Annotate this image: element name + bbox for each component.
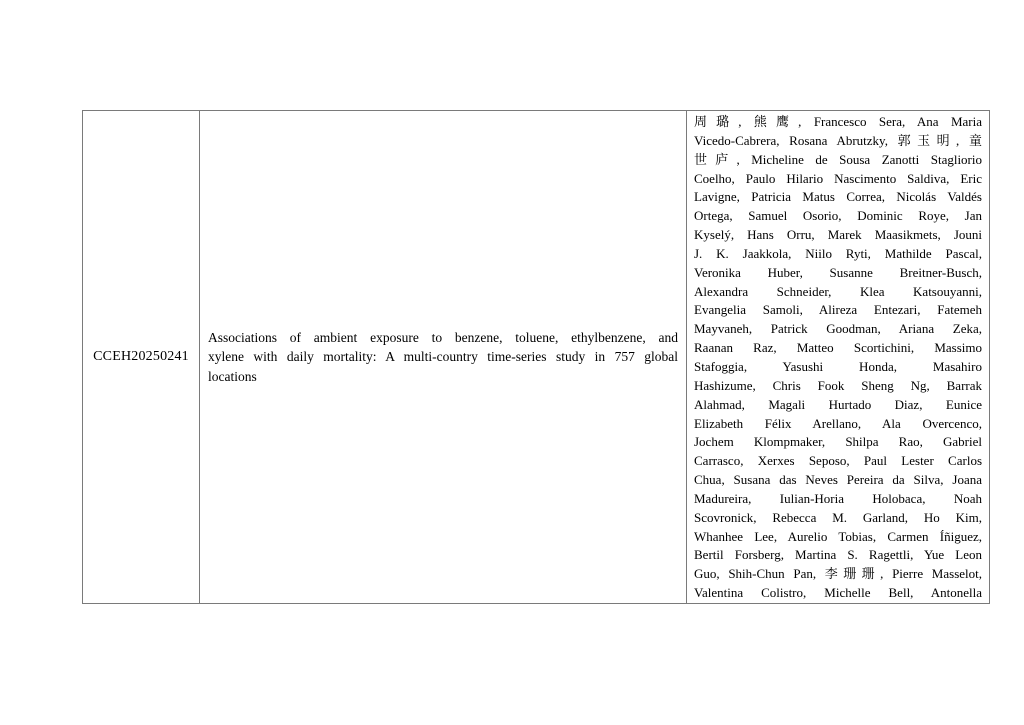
text-line: Stafoggia, Yasushi Honda, Masahiro: [694, 358, 982, 374]
text-line: Hashizume, Chris Fook Sheng Ng, Barrak: [694, 377, 982, 393]
text-line: Madureira, Iulian-Horia Holobaca, Noah: [694, 490, 982, 506]
text-line: Vicedo-Cabrera, Rosana Abrutzky, 郭玉明, 童: [694, 132, 982, 148]
publication-title: [208, 328, 678, 386]
cell-publication-title: [200, 111, 687, 603]
text-line: 世庐, Micheline de Sousa Zanotti Stagliorio: [694, 151, 982, 167]
publication-author-list: [694, 113, 982, 603]
text-line: Alahmad, Magali Hurtado Diaz, Eunice: [694, 396, 982, 412]
text-line: Raanan Raz, Matteo Scortichini, Massimo: [694, 340, 982, 356]
text-line: Alexandra Schneider, Klea Katsouyanni,: [694, 283, 982, 299]
text-line: Guo, Shih-Chun Pan, 李珊珊, Pierre Masselot,: [694, 566, 982, 582]
text-line: Ortega, Samuel Osorio, Dominic Roye, Jan: [694, 208, 982, 224]
text-line: Chua, Susana das Neves Pereira da Silva, Joana: [694, 472, 982, 488]
text-line: xylene with daily mortality: A multi-country time-series study in 757 global: [208, 349, 678, 365]
text-line: Bertil Forsberg, Martina S. Ragettli, Yue Leon: [694, 547, 982, 563]
publication-table-row: [82, 110, 990, 604]
text-line: Jochem Klompmaker, Shilpa Rao, Gabriel: [694, 434, 982, 450]
text-line: Scovronick, Rebecca M. Garland, Ho Kim,: [694, 509, 982, 525]
text-line: Lavigne, Patricia Matus Correa, Nicolás Valdés: [694, 189, 982, 205]
text-line: Carrasco, Xerxes Seposo, Paul Lester Carlos: [694, 453, 982, 469]
text-line: Coelho, Paulo Hilario Nascimento Saldiva, Eric: [694, 170, 982, 186]
publication-id: CCEH20250241: [93, 349, 189, 364]
text-line: Mayvaneh, Patrick Goodman, Ariana Zeka,: [694, 321, 982, 337]
text-line: 周璐, 熊鹰, Francesco Sera, Ana Maria: [694, 114, 982, 129]
text-line: Veronika Huber, Susanne Breitner-Busch,: [694, 264, 982, 280]
cell-publication-id: [83, 111, 200, 603]
cell-publication-authors: [687, 111, 989, 603]
text-line: Associations of ambient exposure to benzene, toluene, ethylbenzene, and: [208, 330, 678, 346]
text-line: locations: [208, 368, 257, 384]
text-line: Elizabeth Félix Arellano, Ala Overcenco,: [694, 415, 982, 431]
text-line: Kyselý, Hans Orru, Marek Maasikmets, Jouni: [694, 227, 982, 243]
text-line: Evangelia Samoli, Alireza Entezari, Fatemeh: [694, 302, 982, 318]
text-line: J. K. Jaakkola, Niilo Ryti, Mathilde Pascal,: [694, 245, 982, 261]
text-line: Whanhee Lee, Aurelio Tobias, Carmen Íñiguez,: [694, 528, 982, 544]
text-line: Valentina Colistro, Michelle Bell, Antonella: [694, 585, 982, 601]
